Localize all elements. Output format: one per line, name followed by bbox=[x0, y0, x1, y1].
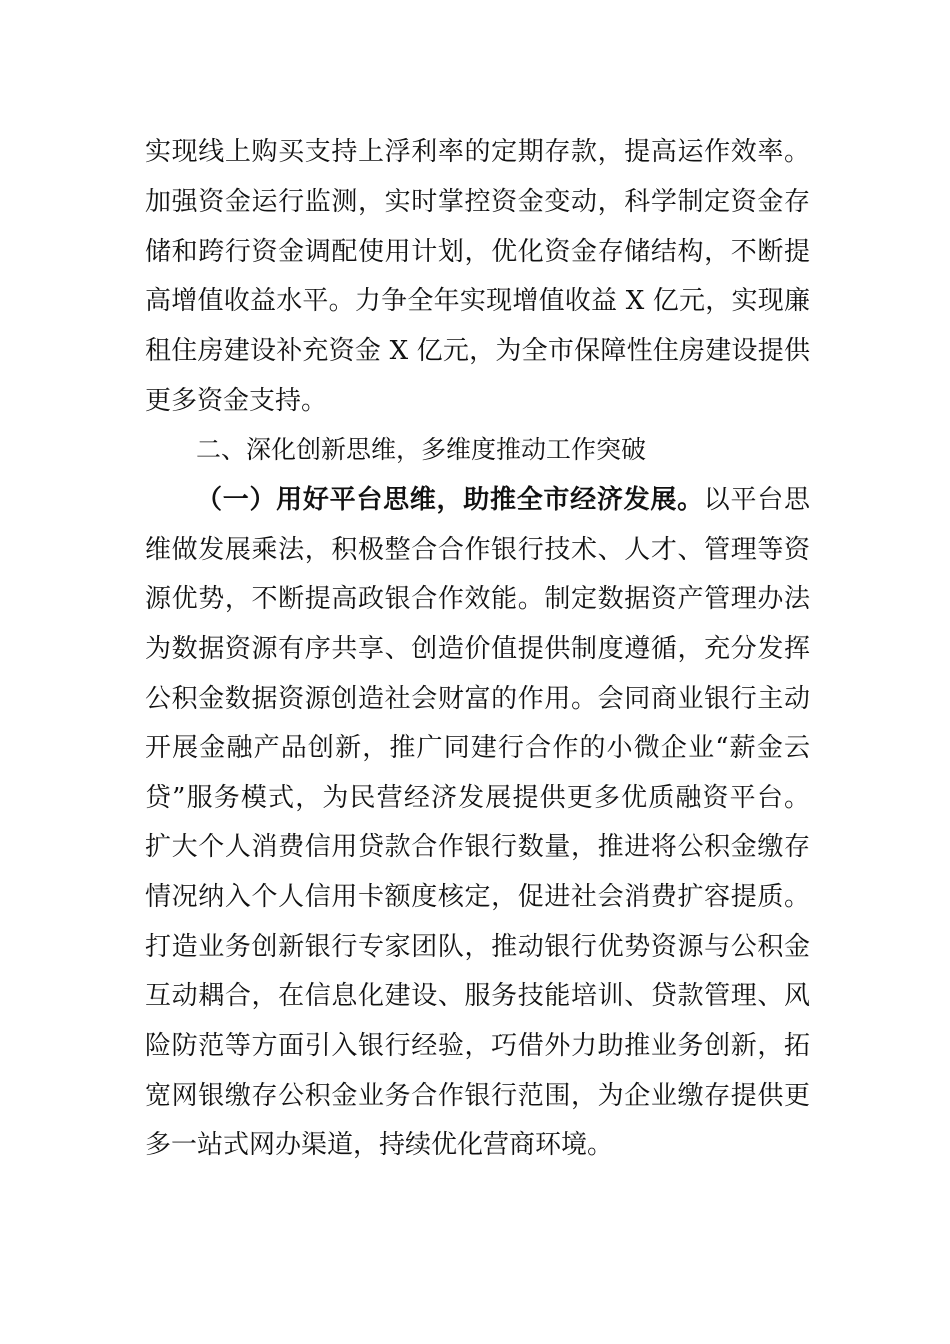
text-line: 险防范等方面引入银行经验，巧借外力助推业务创新，拓 bbox=[145, 1031, 810, 1061]
subsection-first-line bbox=[196, 475, 810, 525]
text-line: 维做发展乘法，积极整合合作银行技术、人才、管理等资 bbox=[145, 535, 810, 565]
text-line: 源优势，不断提高政银合作效能。制定数据资产管理办法 bbox=[145, 584, 810, 614]
text-line: 扩大个人消费信用贷款合作银行数量，推进将公积金缴存 bbox=[145, 832, 810, 862]
text-line: 宽网银缴存公积金业务合作银行范围，为企业缴存提供更 bbox=[145, 1081, 810, 1111]
text-line: 贷”服务模式，为民营经济发展提供更多优质融资平台。 bbox=[145, 783, 810, 813]
text-line: 开展金融产品创新，推广同建行合作的小微企业“薪金云 bbox=[145, 733, 810, 763]
text-line: 更多资金支持。 bbox=[145, 386, 328, 416]
text-line: 公积金数据资源创造社会财富的作用。会同商业银行主动 bbox=[145, 684, 810, 714]
section-heading: 二、深化创新思维，多维度推动工作突破 bbox=[196, 435, 647, 464]
text-line: 加强资金运行监测，实时掌控资金变动，科学制定资金存 bbox=[145, 187, 810, 217]
text-run: 以平台思 bbox=[703, 485, 810, 515]
text-line: 高增值收益水平。力争全年实现增值收益 X 亿元，实现廉 bbox=[145, 286, 810, 316]
text-line: 打造业务创新银行专家团队，推动银行优势资源与公积金 bbox=[145, 932, 810, 962]
text-line: 多一站式网办渠道，持续优化营商环境。 bbox=[145, 1130, 614, 1160]
text-line: 储和跨行资金调配使用计划，优化资金存储结构，不断提 bbox=[145, 237, 810, 267]
subsection-heading: （一）用好平台思维，助推全市经济发展。 bbox=[196, 485, 704, 515]
text-line: 情况纳入个人信用卡额度核定，促进社会消费扩容提质。 bbox=[145, 882, 810, 912]
text-line: 为数据资源有序共享、创造价值提供制度遵循，充分发挥 bbox=[145, 634, 810, 664]
text-line: 实现线上购买支持上浮利率的定期存款，提高运作效率。 bbox=[145, 137, 810, 167]
text-line: 互动耦合，在信息化建设、服务技能培训、贷款管理、风 bbox=[145, 981, 810, 1011]
text-line: 租住房建设补充资金 X 亿元，为全市保障性住房建设提供 bbox=[145, 336, 810, 366]
